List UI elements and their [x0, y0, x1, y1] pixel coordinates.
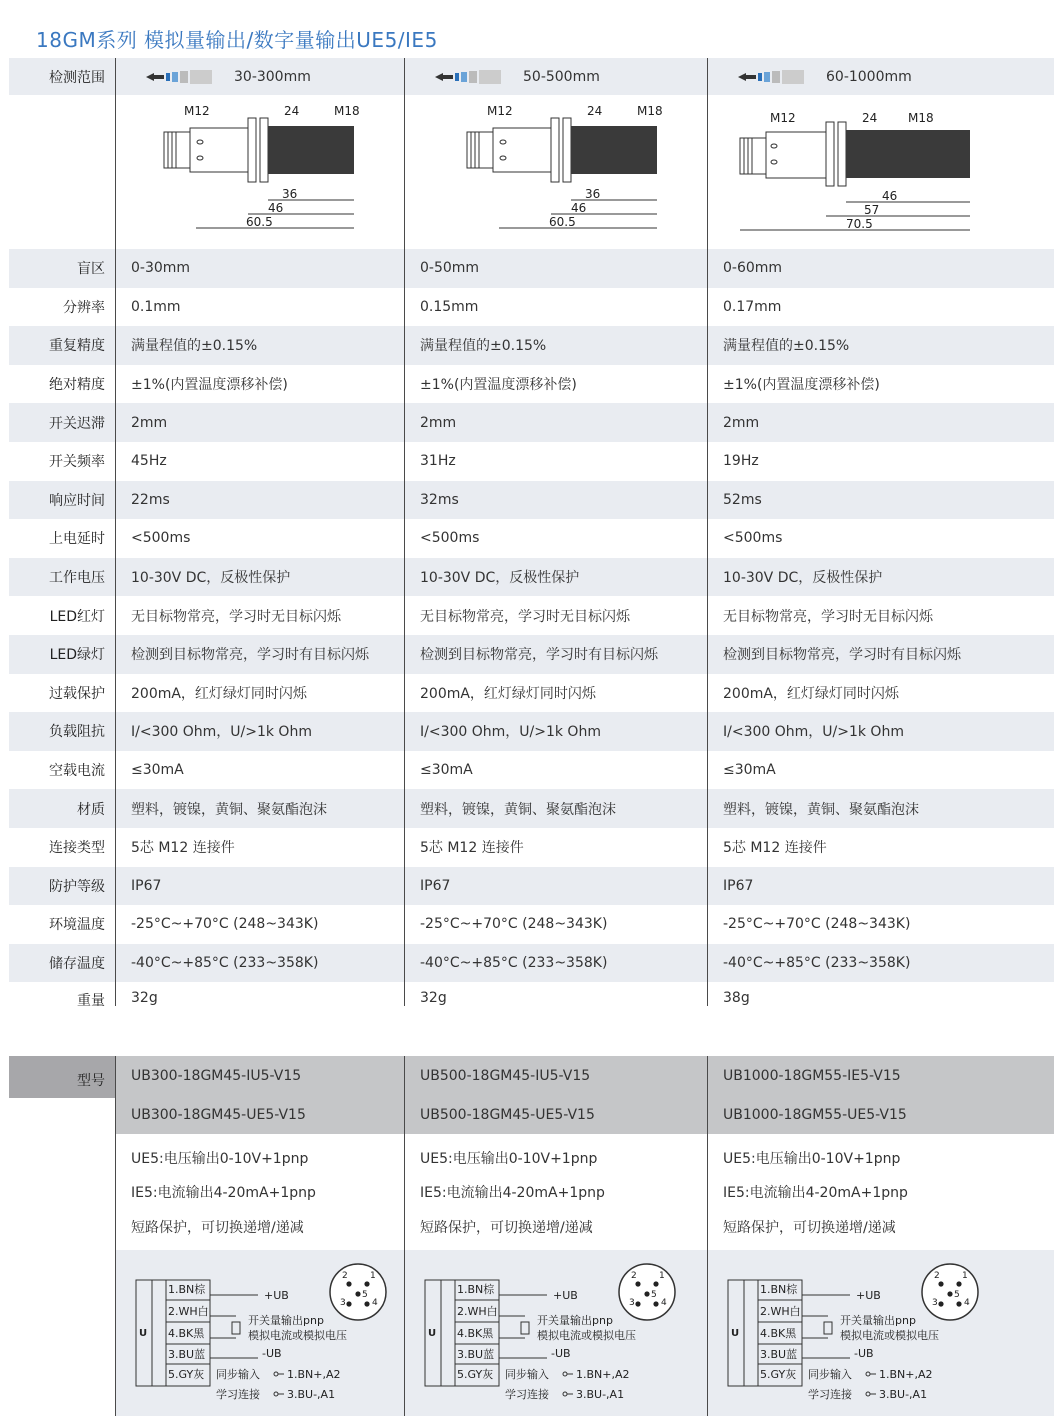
drawing-cell [707, 95, 1054, 249]
sensor-drawing [736, 102, 986, 242]
switch-output-label: 开关量输出pnp [537, 1314, 613, 1328]
wiring-diagram [405, 1258, 695, 1408]
spec-value: 32ms [404, 481, 707, 520]
weight-label: 重量 [77, 993, 105, 1010]
svg-text:3: 3 [629, 1298, 635, 1309]
hex-label: 24 [862, 111, 878, 125]
description-line: IE5:电流输出4-20mA+1pnp [420, 1185, 605, 1202]
learn-target-label: 3.BU-,A1 [879, 1388, 928, 1402]
spec-row [9, 635, 1054, 674]
spec-label: LED绿灯 [49, 647, 105, 664]
spec-value: I/<300 Ohm，U/>1k Ohm [404, 712, 707, 751]
pin-label: 2.WH白 [168, 1305, 209, 1319]
spec-row [9, 789, 1054, 828]
spec-row [9, 403, 1054, 442]
sensor-drawing [457, 102, 677, 242]
spec-row [9, 326, 1054, 365]
spec-value: 22ms [115, 481, 404, 520]
sensor-drawing [154, 102, 374, 242]
spec-value: 2mm [404, 403, 707, 442]
description-line: UE5:电压输出0-10V+1pnp [131, 1150, 309, 1167]
spec-row [9, 712, 1054, 751]
pin-label: 4.BK黑 [457, 1327, 494, 1341]
dim-1: 36 [282, 187, 298, 201]
learn-target-label: 3.BU-,A1 [576, 1388, 625, 1402]
model-number: UB500-18GM45-IU5-V15 [420, 1067, 591, 1084]
beam-icon [738, 70, 804, 84]
spec-value: -40°C~+85°C (233~358K) [707, 944, 1054, 983]
spec-sheet [9, 58, 1054, 1416]
svg-text:1: 1 [659, 1271, 665, 1282]
description-line: 短路保护，可切换递增/递减 [723, 1219, 896, 1236]
spec-label: 开关迟滞 [49, 415, 105, 432]
svg-text:4: 4 [964, 1298, 970, 1309]
description-row [9, 1134, 1054, 1250]
ub-plus-label: +UB [553, 1289, 578, 1303]
spec-value: 2mm [707, 403, 1054, 442]
spec-row [9, 558, 1054, 597]
pin-label: 3.BU蓝 [168, 1348, 206, 1362]
spec-row [9, 828, 1054, 867]
range-cell [115, 58, 404, 95]
spec-value: <500ms [707, 519, 1054, 558]
svg-text:3: 3 [340, 1298, 346, 1309]
spec-value: 10-30V DC，反极性保护 [404, 558, 707, 597]
analog-output-label: 模拟电流或模拟电压 [537, 1329, 636, 1343]
spec-value: 19Hz [707, 442, 1054, 481]
description-line: UE5:电压输出0-10V+1pnp [420, 1150, 598, 1167]
svg-text:1: 1 [962, 1271, 968, 1282]
spec-value: IP67 [404, 867, 707, 906]
m18-label: M18 [637, 104, 663, 118]
model-row [9, 1056, 1054, 1134]
learn-label: 学习连接 [216, 1388, 260, 1402]
range-value: 60-1000mm [826, 68, 912, 85]
spec-value: 满量程值的±0.15% [707, 326, 1054, 365]
drawing-cell [404, 95, 707, 249]
spec-value: <500ms [115, 519, 404, 558]
spec-row [9, 481, 1054, 520]
ub-plus-label: +UB [856, 1289, 881, 1303]
learn-label: 学习连接 [505, 1388, 549, 1402]
dim-3: 60.5 [246, 215, 273, 229]
switch-output-label: 开关量输出pnp [248, 1314, 324, 1328]
spec-row [9, 944, 1054, 983]
spec-label: 重复精度 [49, 338, 105, 355]
spec-value: 200mA，红灯绿灯同时闪烁 [707, 674, 1054, 713]
spec-value: 2mm [115, 403, 404, 442]
spec-value: ≤30mA [707, 751, 1054, 790]
spec-row [9, 442, 1054, 481]
spec-value: 塑料，镀镍，黄铜、聚氨酯泡沫 [707, 789, 1054, 828]
svg-text:1: 1 [370, 1271, 376, 1282]
spec-value: 45Hz [115, 442, 404, 481]
range-value: 50-500mm [523, 68, 600, 85]
spec-value: I/<300 Ohm，U/>1k Ohm [115, 712, 404, 751]
m12-label: M12 [487, 104, 513, 118]
sync-target-label: 1.BN+,A2 [287, 1368, 341, 1382]
spec-value: 满量程值的±0.15% [115, 326, 404, 365]
svg-text:4: 4 [372, 1298, 378, 1309]
spec-value: 0.17mm [707, 288, 1054, 327]
range-cell [404, 58, 707, 95]
description-line: 短路保护，可切换递增/递减 [131, 1219, 304, 1236]
spec-value: I/<300 Ohm，U/>1k Ohm [707, 712, 1054, 751]
spec-value: 0-30mm [115, 249, 404, 288]
wiring-cell [707, 1250, 1054, 1416]
model-number: UB300-18GM45-UE5-V15 [131, 1106, 306, 1123]
spec-label: 环境温度 [49, 917, 105, 934]
ub-minus-label: -UB [551, 1347, 571, 1361]
spec-rows [9, 249, 1054, 982]
spec-value: 无目标物常亮，学习时无目标闪烁 [115, 596, 404, 635]
dim-1: 46 [882, 189, 898, 203]
spec-value: 塑料，镀镍，黄铜、聚氨酯泡沫 [115, 789, 404, 828]
m12-label: M12 [184, 104, 210, 118]
spec-value: 10-30V DC，反极性保护 [115, 558, 404, 597]
spec-label: 开关频率 [49, 454, 105, 471]
description-line: 短路保护，可切换递增/递减 [420, 1219, 593, 1236]
dim-3: 70.5 [846, 217, 873, 231]
spec-value: 0.1mm [115, 288, 404, 327]
spec-row [9, 674, 1054, 713]
analog-output-label: 模拟电流或模拟电压 [248, 1329, 347, 1343]
description-line: IE5:电流输出4-20mA+1pnp [723, 1185, 908, 1202]
svg-text:5: 5 [362, 1290, 368, 1301]
model-number: UB1000-18GM55-IE5-V15 [723, 1067, 901, 1084]
svg-text:3: 3 [932, 1298, 938, 1309]
spec-value: 5芯 M12 连接件 [404, 828, 707, 867]
spec-value: 检测到目标物常亮，学习时有目标闪烁 [707, 635, 1054, 674]
pin-label: 5.GY灰 [168, 1368, 205, 1382]
spec-row [9, 365, 1054, 404]
spec-value: 200mA，红灯绿灯同时闪烁 [404, 674, 707, 713]
wiring-diagram [708, 1258, 998, 1408]
weight-value: 38g [707, 982, 1054, 1006]
weight-value: 32g [404, 982, 707, 1006]
spec-row [9, 288, 1054, 327]
pin-label: 2.WH白 [760, 1305, 801, 1319]
spec-label: 上电延时 [49, 531, 105, 548]
beam-icon [435, 70, 501, 84]
spec-value: 0-60mm [707, 249, 1054, 288]
pin-label: 3.BU蓝 [760, 1348, 798, 1362]
svg-text:5: 5 [954, 1290, 960, 1301]
pin-label: 1.BN棕 [760, 1283, 798, 1297]
range-label: 检测范围 [49, 69, 105, 86]
spec-label: 连接类型 [49, 840, 105, 857]
description-line: UE5:电压输出0-10V+1pnp [723, 1150, 901, 1167]
spec-row [9, 751, 1054, 790]
description-cell [404, 1134, 707, 1250]
sensor-mark: U [428, 1328, 437, 1340]
spec-value: 0-50mm [404, 249, 707, 288]
spec-value: IP67 [115, 867, 404, 906]
m12-label: M12 [770, 111, 796, 125]
spec-label: 储存温度 [49, 955, 105, 972]
spec-value: 5芯 M12 连接件 [707, 828, 1054, 867]
range-row [9, 58, 1054, 95]
drawing-label-empty [9, 95, 115, 249]
switch-output-label: 开关量输出pnp [840, 1314, 916, 1328]
ub-minus-label: -UB [854, 1347, 874, 1361]
dim-2: 46 [571, 201, 587, 215]
spec-value: <500ms [404, 519, 707, 558]
description-line: IE5:电流输出4-20mA+1pnp [131, 1185, 316, 1202]
wiring-label-empty [9, 1250, 115, 1416]
spec-value: 检测到目标物常亮，学习时有目标闪烁 [115, 635, 404, 674]
spec-label: 防护等级 [49, 878, 105, 895]
page-title: 18GM系列 模拟量输出/数字量输出UE5/IE5 [36, 28, 438, 52]
pin-label: 1.BN棕 [168, 1283, 206, 1297]
spec-value: 5芯 M12 连接件 [115, 828, 404, 867]
description-cell [115, 1134, 404, 1250]
sync-input-label: 同步输入 [808, 1368, 852, 1382]
pin-label: 5.GY灰 [457, 1368, 494, 1382]
model-cell [115, 1056, 404, 1134]
spec-value: ≤30mA [404, 751, 707, 790]
spec-value: ±1%(内置温度漂移补偿) [404, 365, 707, 404]
spec-value: 满量程值的±0.15% [404, 326, 707, 365]
model-number: UB300-18GM45-IU5-V15 [131, 1067, 302, 1084]
spec-value: IP67 [707, 867, 1054, 906]
ub-plus-label: +UB [264, 1289, 289, 1303]
model-number: UB500-18GM45-UE5-V15 [420, 1106, 595, 1123]
spec-label: 盲区 [77, 261, 105, 278]
spec-label: 工作电压 [49, 570, 105, 587]
dim-1: 36 [585, 187, 601, 201]
svg-text:2: 2 [934, 1271, 940, 1282]
spec-label: 分辨率 [63, 299, 105, 316]
spec-label: 空载电流 [49, 763, 105, 780]
sync-input-label: 同步输入 [216, 1368, 260, 1382]
ub-minus-label: -UB [262, 1347, 282, 1361]
spec-value: 200mA，红灯绿灯同时闪烁 [115, 674, 404, 713]
spec-value: 塑料，镀镍，黄铜、聚氨酯泡沫 [404, 789, 707, 828]
analog-output-label: 模拟电流或模拟电压 [840, 1329, 939, 1343]
hex-label: 24 [284, 104, 300, 118]
wiring-row [9, 1250, 1054, 1416]
learn-label: 学习连接 [808, 1388, 852, 1402]
spec-value: 10-30V DC，反极性保护 [707, 558, 1054, 597]
spec-row-weight [9, 982, 1054, 1056]
spec-value: ±1%(内置温度漂移补偿) [707, 365, 1054, 404]
spec-label: 材质 [77, 801, 105, 818]
sensor-mark: U [731, 1328, 740, 1340]
spec-row [9, 519, 1054, 558]
spec-label: 负载阻抗 [49, 724, 105, 741]
dim-2: 46 [268, 201, 284, 215]
wiring-diagram [116, 1258, 404, 1408]
learn-target-label: 3.BU-,A1 [287, 1388, 336, 1402]
spec-row [9, 867, 1054, 906]
sync-target-label: 1.BN+,A2 [576, 1368, 630, 1382]
svg-text:5: 5 [651, 1290, 657, 1301]
description-cell [707, 1134, 1054, 1250]
svg-text:4: 4 [661, 1298, 667, 1309]
spec-value: -25°C~+70°C (248~343K) [115, 905, 404, 944]
description-label-empty [9, 1134, 115, 1250]
range-cell [707, 58, 1054, 95]
sensor-mark: U [139, 1328, 148, 1340]
spec-row [9, 596, 1054, 635]
drawing-row [9, 95, 1054, 249]
sync-input-label: 同步输入 [505, 1368, 549, 1382]
pin-label: 5.GY灰 [760, 1368, 797, 1382]
spec-label: 绝对精度 [49, 377, 105, 394]
pin-label: 1.BN棕 [457, 1283, 495, 1297]
model-label: 型号 [9, 1056, 115, 1098]
drawing-cell [115, 95, 404, 249]
spec-value: -40°C~+85°C (233~358K) [115, 944, 404, 983]
spec-value: 无目标物常亮，学习时无目标闪烁 [404, 596, 707, 635]
spec-label: 响应时间 [49, 492, 105, 509]
spec-value: 31Hz [404, 442, 707, 481]
spec-label: LED红灯 [49, 608, 105, 625]
wiring-cell [115, 1250, 404, 1416]
model-cell [404, 1056, 707, 1134]
pin-label: 2.WH白 [457, 1305, 498, 1319]
range-value: 30-300mm [234, 68, 311, 85]
m18-label: M18 [334, 104, 360, 118]
pin-label: 4.BK黑 [760, 1327, 797, 1341]
spec-value: 0.15mm [404, 288, 707, 327]
spec-value: -25°C~+70°C (248~343K) [707, 905, 1054, 944]
spec-label: 过载保护 [49, 685, 105, 702]
m18-label: M18 [908, 111, 934, 125]
spec-value: 52ms [707, 481, 1054, 520]
spec-value: ≤30mA [115, 751, 404, 790]
spec-value: -25°C~+70°C (248~343K) [404, 905, 707, 944]
model-number: UB1000-18GM55-UE5-V15 [723, 1106, 907, 1123]
sync-target-label: 1.BN+,A2 [879, 1368, 933, 1382]
spec-row [9, 905, 1054, 944]
svg-text:2: 2 [342, 1271, 348, 1282]
dim-3: 60.5 [549, 215, 576, 229]
pin-label: 4.BK黑 [168, 1327, 205, 1341]
beam-icon [146, 70, 212, 84]
wiring-cell [404, 1250, 707, 1416]
spec-value: 检测到目标物常亮，学习时有目标闪烁 [404, 635, 707, 674]
spec-row [9, 249, 1054, 288]
model-cell [707, 1056, 1054, 1134]
spec-value: -40°C~+85°C (233~358K) [404, 944, 707, 983]
svg-text:2: 2 [631, 1271, 637, 1282]
pin-label: 3.BU蓝 [457, 1348, 495, 1362]
spec-value: ±1%(内置温度漂移补偿) [115, 365, 404, 404]
spec-value: 无目标物常亮，学习时无目标闪烁 [707, 596, 1054, 635]
hex-label: 24 [587, 104, 603, 118]
weight-value: 32g [115, 982, 404, 1006]
dim-2: 57 [864, 203, 880, 217]
